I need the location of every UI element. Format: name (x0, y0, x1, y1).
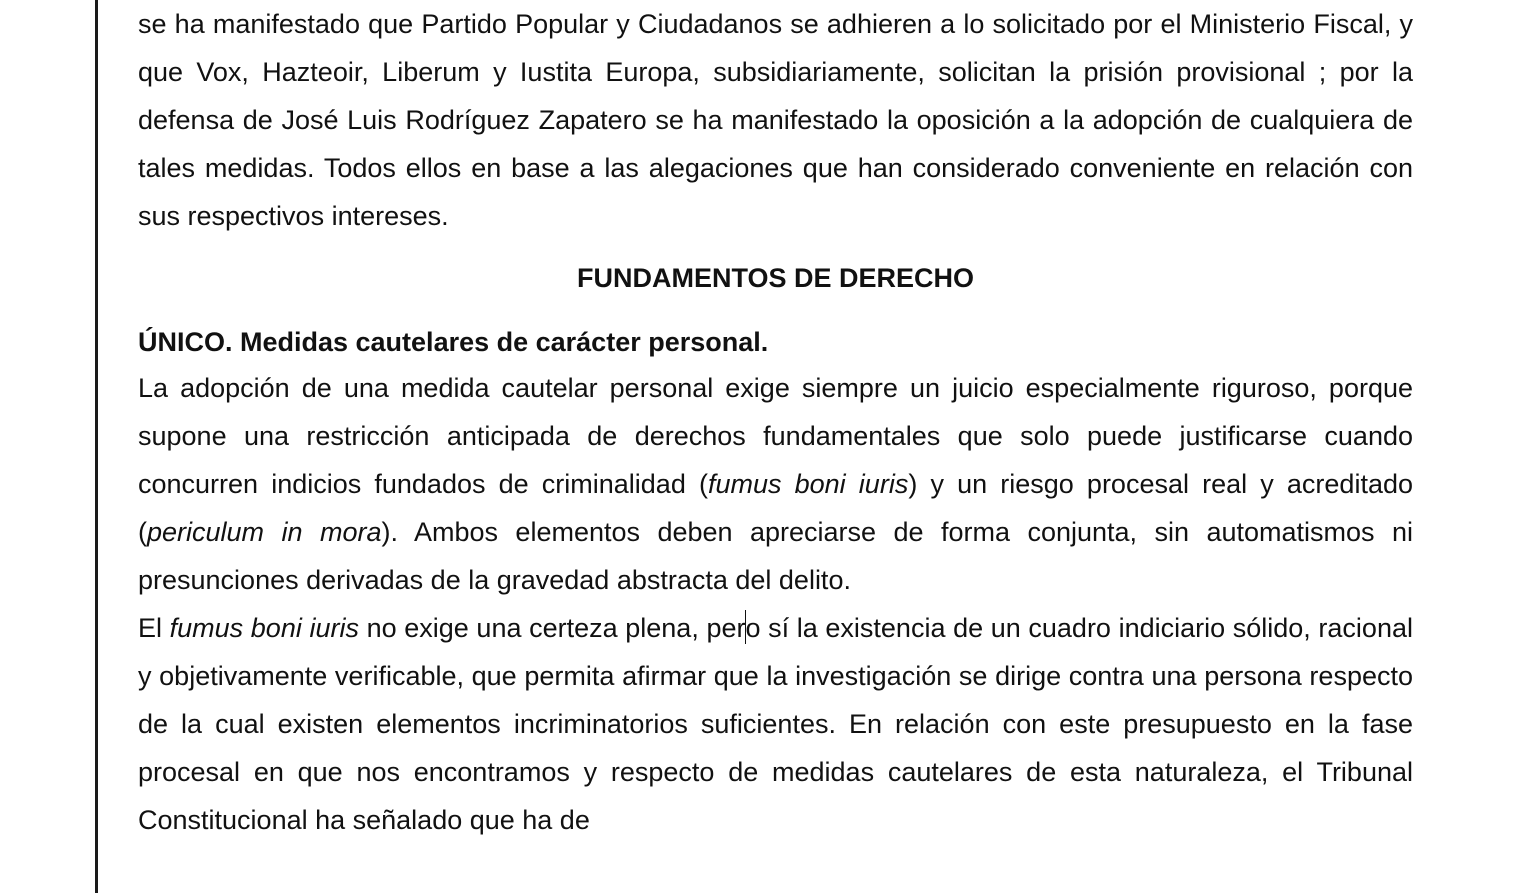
para2-text-b: ) y un riesgo procesal real y acreditado ( (138, 469, 1413, 547)
paragraph-fumus-boni-iuris[interactable] (138, 604, 1413, 844)
para3-text-b: no exige una certeza plena, per (358, 613, 746, 643)
document-body[interactable] (138, 0, 1413, 844)
para3-text-c: o sí la existencia de un cuadro indiciario sólido, racional y objetivamente verificable, que permita afirmar que la investigación se dirige contra una persona respecto de la cual existen elementos incriminatorios suficientes. En relación con este presupuesto en la fase procesal en que nos encontramos y respecto de medidas cautelares de esta naturaleza, el Tribunal Constitucional ha señalado que ha de (138, 613, 1413, 835)
section-heading[interactable]: FUNDAMENTOS DE DERECHO (576, 263, 975, 293)
para2-text-c: ). Ambos elementos deben apreciarse de forma conjunta, sin automatismos ni presunciones derivadas de la gravedad abstracta del delito. (138, 517, 1413, 595)
para3-italic-fumus: fumus boni iuris (169, 613, 359, 643)
paragraph-medidas-cautelares[interactable] (138, 364, 1413, 604)
para2-italic-periculum: periculum in mora (147, 517, 382, 547)
para2-text-a: La adopción de una medida cautelar personal exige siempre un juicio especialmente riguroso, porque supone una restricción anticipada de derechos fundamentales que solo puede justificarse cuando concurren indicios fundados de criminalidad ( (138, 373, 1413, 499)
subsection-heading[interactable]: ÚNICO. Medidas cautelares de carácter personal. (138, 327, 769, 357)
paragraph-continued[interactable]: se ha manifestado que Partido Popular y Ciudadanos se adhieren a lo solicitado por el Ministerio Fiscal, y que Vox, Hazteoir, Liberum y Iustita Europa, subsidiariamente, solicitan la prisión provisional ; por la defensa de José Luis Rodríguez Zapatero se ha manifestado la oposición a la adopción de cualquiera de tales medidas. Todos ellos en base a las alegaciones que han considerado conveniente en relación con sus respectivos intereses. (138, 9, 1413, 231)
para3-text-a: El (138, 613, 170, 643)
page-left-border (95, 0, 98, 893)
para2-italic-fumus: fumus boni iuris (707, 469, 909, 499)
